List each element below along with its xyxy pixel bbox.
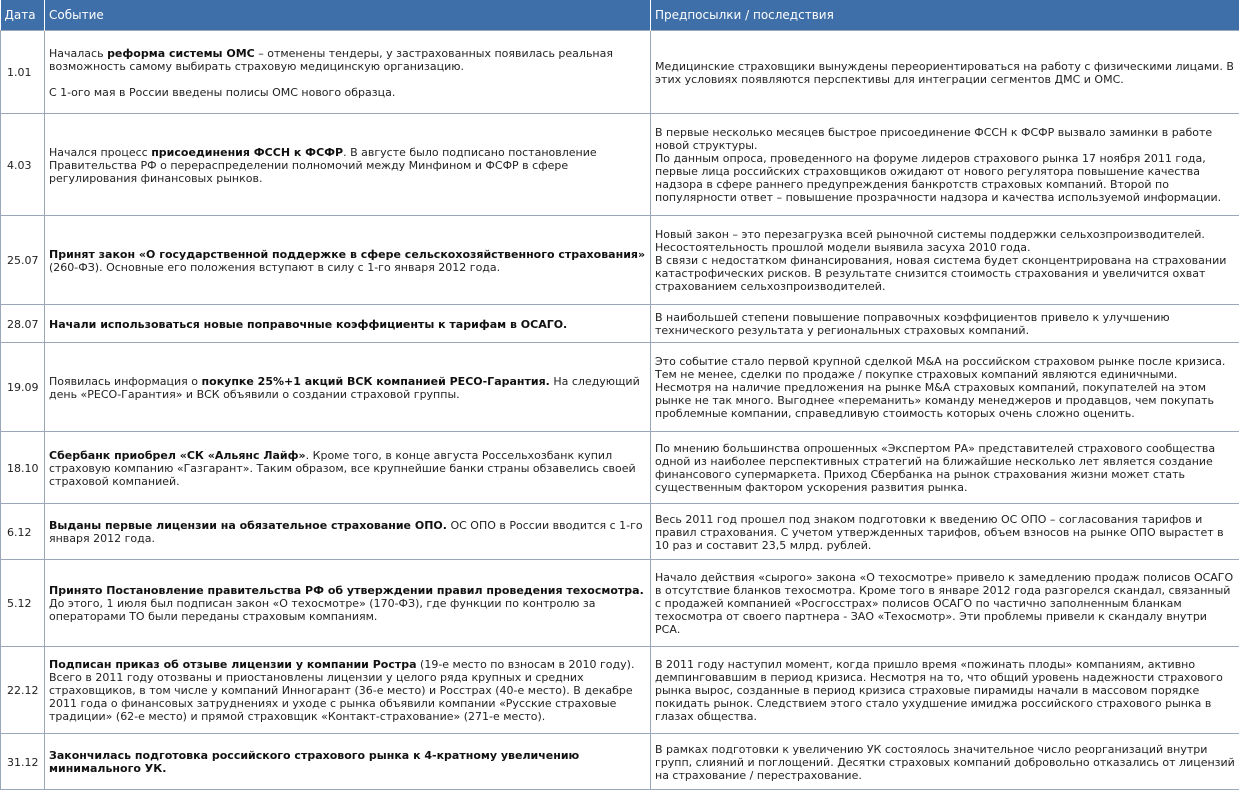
row-consequences: В 2011 году наступил момент, когда пришло время «пожинать плоды» компаниям, активно демпинговавшим в период кризиса. Несмотря на то, что общий уровень надежности страхового рынка вырос, созданные в период кризиса страховые пирамиды начали в массовом порядке покидать рынок. Следствием этого стало ухудшение имиджа российского страхового рынка в глазах общества. — [651, 647, 1239, 734]
table-row — [1, 343, 1239, 432]
table-row — [1, 305, 1239, 343]
header-event: Событие — [45, 0, 651, 31]
table-row — [1, 216, 1239, 305]
header-consequences: Предпосылки / последствия — [651, 0, 1239, 31]
table-row — [1, 504, 1239, 560]
table-row — [1, 432, 1239, 504]
table-row — [1, 31, 1239, 114]
row-date: 25.07 — [1, 216, 45, 305]
row-date: 4.03 — [1, 114, 45, 216]
row-consequences: Начало действия «сырого» закона «О техосмотре» привело к замедлению продаж полисов ОСАГО в отсутствие бланков техосмотра. Кроме того в январе 2012 года разгорелся скандал, связанный с продажей компанией «Росгосстрах» полисов ОСАГО по частично заполненным бланкам техосмотра от своего партнера - ЗАО «Техосмотр». Эти проблемы привели к скандалу внутри РСА. — [651, 560, 1239, 647]
row-event: Выданы первые лицензии на обязательное страхование ОПО. ОС ОПО в России вводится с 1-го января 2012 года. — [45, 504, 651, 560]
table-row — [1, 734, 1239, 790]
row-date: 5.12 — [1, 560, 45, 647]
table-row — [1, 114, 1239, 216]
table-row — [1, 560, 1239, 647]
row-date: 18.10 — [1, 432, 45, 504]
row-event: Подписан приказ об отзыве лицензии у компании Ростра (19-е место по взносам в 2010 году). Всего в 2011 году отозваны и приостановлены лицензии у целого ряда крупных и средних страховщиков, в том числе у компаний Инногарант (36-е место) и Росстрах (40-е место). В декабре 2011 года о финансовых затруднениях и уходе с рынка объявили компании «Русские страховые традиции» (62-е место) и прямой страховщик «Контакт-страхование» (271-е место). — [45, 647, 651, 734]
row-date: 19.09 — [1, 343, 45, 432]
header-row — [1, 0, 1239, 31]
row-event: Принято Постановление правительства РФ об утверждении правил проведения техосмотра. До этого, 1 июля был подписан закон «О техосмотре» (170-ФЗ), где функции по контролю за операторами ТО были переданы страховым компаниям. — [45, 560, 651, 647]
row-consequences: По мнению большинства опрошенных «Экспертом РА» представителей страхового сообщества одной из наиболее перспективных стратегий на ближайшие несколько лет является создание финансового супермаркета. Приход Сбербанка на рынок страхования жизни может стать существенным фактором ускорения развития рынка. — [651, 432, 1239, 504]
header-date: Дата — [1, 0, 45, 31]
row-date: 31.12 — [1, 734, 45, 790]
row-event: Начался процесс присоединения ФССН к ФСФР. В августе было подписано постановление Правительства РФ о перераспределении полномочий между Минфином и ФСФР в сфере регулирования финансовых рынков. — [45, 114, 651, 216]
row-consequences: В первые несколько месяцев быстрое присоединение ФССН к ФСФР вызвало заминки в работе новой структуры. По данным опроса, проведенного на форуме лидеров страхового рынка 17 ноября 2011 года, первые лица российских страховщиков ожидают от нового регулятора повышение качества надзора в сфере раннего предупреждения банкротств страховых компаний. Второй по популярности ответ – повышение прозрачности надзора и качества используемой информации. — [651, 114, 1239, 216]
row-date: 1.01 — [1, 31, 45, 114]
row-event: Принят закон «О государственной поддержке в сфере сельскохозяйственного страхования» (260-ФЗ). Основные его положения вступают в силу с 1-го января 2012 года. — [45, 216, 651, 305]
row-event: Закончилась подготовка российского страхового рынка к 4-кратному увеличению минимального УК. — [45, 734, 651, 790]
row-event: Появилась информация о покупке 25%+1 акций ВСК компанией РЕСО-Гарантия. На следующий день «РЕСО-Гарантия» и ВСК объявили о создании страховой группы. — [45, 343, 651, 432]
row-event: Сбербанк приобрел «СК «Альянс Лайф». Кроме того, в конце августа Россельхозбанк купил страховую компанию «Газгарант». Таким образом, все крупнейшие банки страны обзавелись своей страховой компанией. — [45, 432, 651, 504]
row-event: Началась реформа системы ОМС – отменены тендеры, у застрахованных появилась реальная возможность самому выбирать страховую медицинскую организацию. С 1-ого мая в России введены полисы ОМС нового образца. — [45, 31, 651, 114]
row-consequences: В рамках подготовки к увеличению УК состоялось значительное число реорганизаций внутри групп, слияний и поглощений. Десятки страховых компаний добровольно отказались от лицензий на страхование / перестрахование. — [651, 734, 1239, 790]
row-consequences: Весь 2011 год прошел под знаком подготовки к введению ОС ОПО – согласования тарифов и правил страхования. С учетом утвержденных тарифов, объем взносов на рынке ОПО вырастет в 10 раз и составит 23,5 млрд. рублей. — [651, 504, 1239, 560]
table-row — [1, 647, 1239, 734]
row-consequences: Новый закон – это перезагрузка всей рыночной системы поддержки сельхозпроизводителей. Несостоятельность прошлой модели выявила засуха 2010 года. В связи с недостатком финансирования, новая система будет сконцентрирована на страховании катастрофических рисков. В результате снизится стоимость страхования и увеличится охват страхованием сельхозпроизводителей. — [651, 216, 1239, 305]
row-consequences: Это событие стало первой крупной сделкой M&A на российском страховом рынке после кризиса. Тем не менее, сделки по продаже / покупке страховых компаний являются единичными. Несмотря на наличие предложения на рынке M&A страховых компаний, покупателей на этом рынке не так много. Выгоднее «переманить» команду менеджеров и продавцов, чем покупать проблемные компании, справедливую стоимость которых очень сложно оценить. — [651, 343, 1239, 432]
row-event: Начали использоваться новые поправочные коэффициенты к тарифам в ОСАГО. — [45, 305, 651, 343]
row-date: 22.12 — [1, 647, 45, 734]
row-consequences: Медицинские страховщики вынуждены переориентироваться на работу с физическими лицами. В этих условиях появляются перспективы для интеграции сегментов ДМС и ОМС. — [651, 31, 1239, 114]
row-consequences: В наибольшей степени повышение поправочных коэффициентов привело к улучшению технического результата у региональных страховых компаний. — [651, 305, 1239, 343]
row-date: 6.12 — [1, 504, 45, 560]
row-date: 28.07 — [1, 305, 45, 343]
